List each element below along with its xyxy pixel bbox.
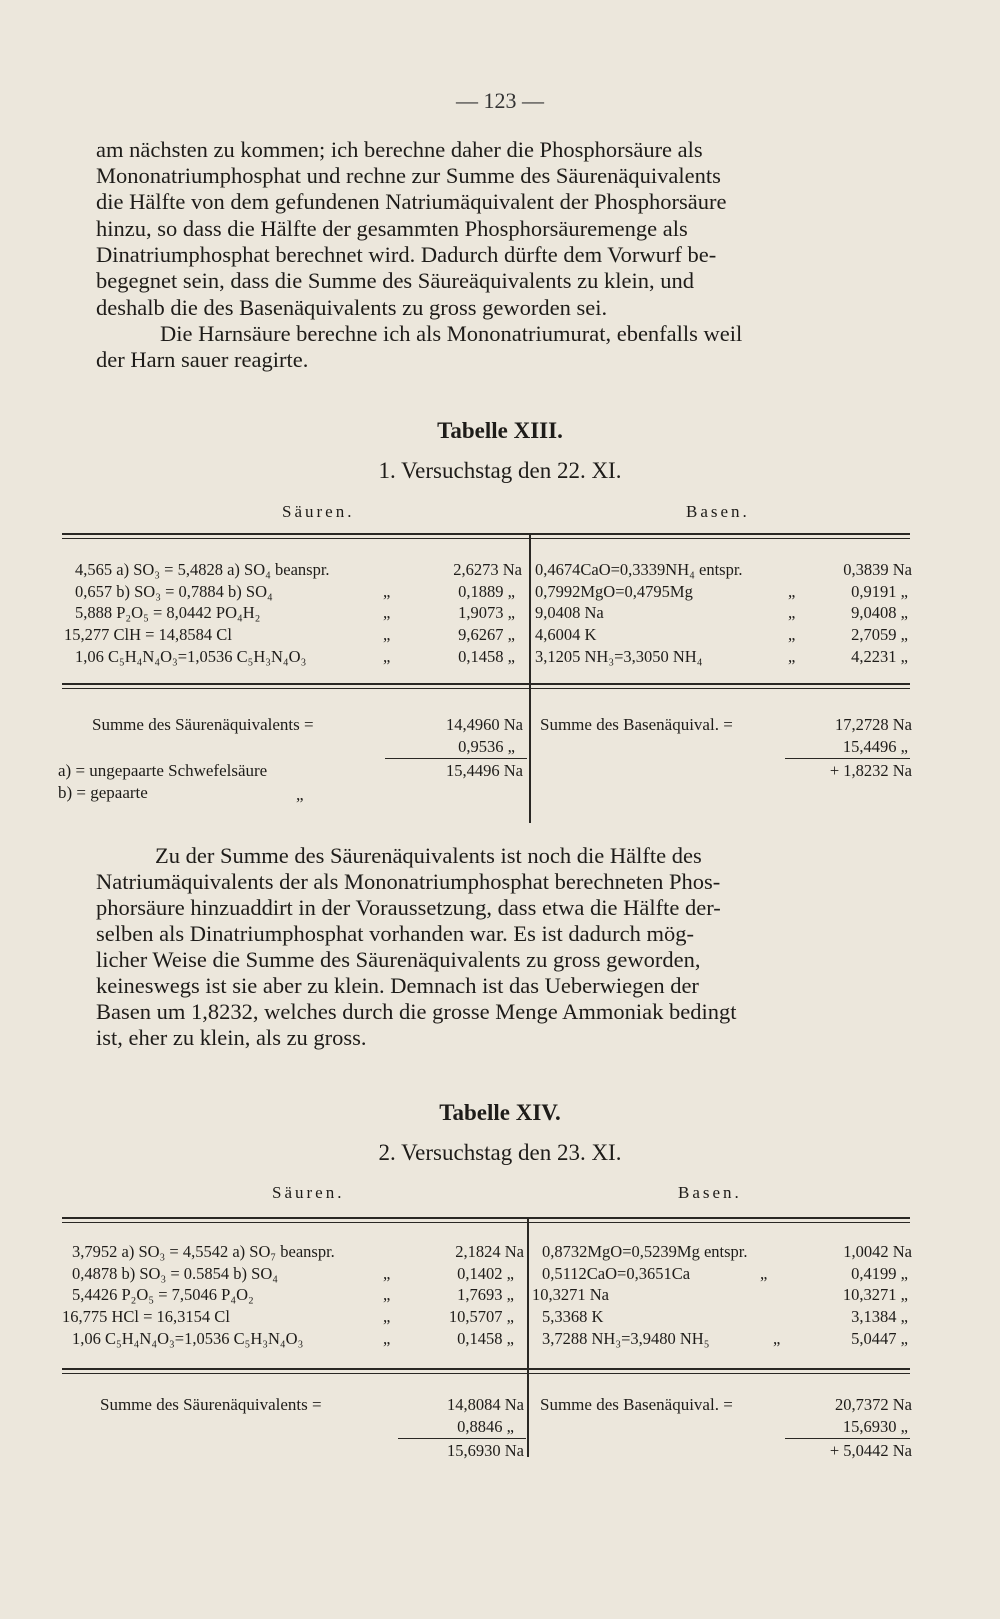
base-formula: 3,7288 NH₃=3,9480 NH₅ xyxy=(542,1329,710,1348)
rule xyxy=(62,683,910,685)
sum-rule xyxy=(398,1438,526,1439)
acids-header: Säuren. xyxy=(282,502,355,521)
base-formula: 0,7992MgO=0,4795Mg xyxy=(535,582,693,601)
base-formula: 0,5112CaO=0,3651Ca xyxy=(542,1264,691,1283)
acid-sum-label: Summe des Säurenäquivalents = xyxy=(92,715,314,734)
base-value: 2,7059 „ xyxy=(851,625,908,644)
acid-value: 0,1889 „ xyxy=(458,582,515,601)
ditto-mark: „ xyxy=(383,1285,391,1304)
acid-value: 2,6273 Na xyxy=(453,560,522,579)
base-value: 3,1384 „ xyxy=(851,1307,908,1326)
ditto-mark: „ xyxy=(383,625,391,644)
page-number: — 123 — xyxy=(456,88,544,113)
text-line: ist, eher zu klein, als zu gross. xyxy=(96,1025,367,1050)
ditto-mark: „ xyxy=(383,603,391,622)
acid-formula: 0,4878 b) SO₃ = 0.5854 b) SO₄ xyxy=(72,1264,278,1283)
rule xyxy=(62,533,910,535)
text-line: licher Weise die Summe des Säurenäquivalents zu gross geworden, xyxy=(96,947,701,972)
text-line: Basen um 1,8232, welches durch die grosse Menge Ammoniak bedingt xyxy=(96,999,737,1024)
acid-formula: 5,4426 P₂O₅ = 7,5046 P₄O₂ xyxy=(72,1285,254,1304)
text-line: hinzu, so dass die Hälfte der gesammten Phosphorsäuremenge als xyxy=(96,216,688,241)
text-line: deshalb die des Basenäquivalents zu gross geworden sei. xyxy=(96,295,608,320)
ditto-mark: „ xyxy=(383,1329,391,1348)
ditto-mark: „ xyxy=(383,647,391,666)
rule xyxy=(62,1373,910,1374)
base-formula: 0,8732MgO=0,5239Mg entspr. xyxy=(542,1242,748,1261)
base-formula: 4,6004 K xyxy=(535,625,597,644)
acid-value: 0,1458 „ xyxy=(458,647,515,666)
base-formula: 0,4674CaO=0,3339NH₄ entspr. xyxy=(535,560,743,579)
ditto-mark: „ xyxy=(788,647,796,666)
base-sum-value: 20,7372 Na xyxy=(835,1395,912,1414)
base-value: 5,0447 „ xyxy=(851,1329,908,1348)
text-line: Natriumäquivalents der als Mononatriumphosphat berechneten Phos- xyxy=(96,869,721,894)
base-formula: 10,3271 Na xyxy=(532,1285,609,1304)
bases-header: Basen. xyxy=(678,1183,742,1202)
base-difference: + 1,8232 Na xyxy=(829,761,912,780)
text-line: selben als Dinatriumphosphat vorhanden war. Es ist dadurch mög- xyxy=(96,921,694,946)
ditto-mark: „ xyxy=(383,582,391,601)
base-sum-label: Summe des Basenäquival. = xyxy=(540,715,733,734)
acid-formula: 3,7952 a) SO₃ = 4,5542 a) SO₇ beanspr. xyxy=(72,1242,335,1261)
text-line: die Hälfte von dem gefundenen Natriumäquivalent der Phosphorsäure xyxy=(96,189,727,214)
table-subtitle: 2. Versuchstag den 23. XI. xyxy=(378,1140,622,1165)
acid-value: 0,1402 „ xyxy=(457,1264,514,1283)
footnote-b: b) = gepaarte xyxy=(58,783,148,802)
sum-rule xyxy=(385,758,527,759)
acid-sum-value: 14,8084 Na xyxy=(447,1395,524,1414)
acid-value: 1,9073 „ xyxy=(458,603,515,622)
acids-header: Säuren. xyxy=(272,1183,345,1202)
column-divider xyxy=(529,533,531,823)
text-line: am nächsten zu kommen; ich berechne daher die Phosphorsäure als xyxy=(96,137,703,162)
base-sub-value: 15,6930 „ xyxy=(842,1417,908,1436)
base-formula: 9,0408 Na xyxy=(535,603,604,622)
text-line: der Harn sauer reagirte. xyxy=(96,347,309,372)
acid-value: 10,5707 „ xyxy=(448,1307,514,1326)
acid-formula: 1,06 C₅H₄N₄O₃=1,0536 C₅H₃N₄O₃ xyxy=(72,1329,304,1348)
table-title: Tabelle XIII. xyxy=(437,418,563,443)
acid-value: 2,1824 Na xyxy=(455,1242,524,1261)
base-value: 0,9191 „ xyxy=(851,582,908,601)
acid-total: 15,4496 Na xyxy=(446,761,523,780)
sum-rule xyxy=(785,1438,910,1439)
footnote-a: a) = ungepaarte Schwefelsäure xyxy=(58,761,268,780)
rule xyxy=(62,1368,910,1370)
base-value: 0,3839 Na xyxy=(843,560,912,579)
text-line: Dinatriumphosphat berechnet wird. Dadurch dürfte dem Vorwurf be- xyxy=(96,242,717,267)
base-difference: + 5,0442 Na xyxy=(829,1441,912,1460)
rule xyxy=(62,538,910,539)
text-line: keineswegs ist sie aber zu klein. Demnach ist das Ueberwiegen der xyxy=(96,973,699,998)
base-sub-value: 15,4496 „ xyxy=(842,737,908,756)
base-formula: 5,3368 K xyxy=(542,1307,604,1326)
base-value: 9,0408 „ xyxy=(851,603,908,622)
base-formula: 3,1205 NH₃=3,3050 NH₄ xyxy=(535,647,703,666)
ditto-mark: „ xyxy=(788,625,796,644)
base-value: 1,0042 Na xyxy=(843,1242,912,1261)
bases-header: Basen. xyxy=(686,502,750,521)
acid-sum-value: 14,4960 Na xyxy=(446,715,523,734)
acid-formula: 4,565 a) SO₃ = 5,4828 a) SO₄ beanspr. xyxy=(75,560,330,579)
acid-formula: 15,277 ClH = 14,8584 Cl xyxy=(64,625,232,644)
text-line: Mononatriumphosphat und rechne zur Summe des Säurenäquivalents xyxy=(96,163,721,188)
table-title: Tabelle XIV. xyxy=(439,1100,561,1125)
acid-total: 15,6930 Na xyxy=(447,1441,524,1460)
text-line: begegnet sein, dass die Summe des Säureäquivalents zu klein, und xyxy=(96,268,694,293)
base-value: 0,4199 „ xyxy=(851,1264,908,1283)
rule xyxy=(62,1222,910,1223)
ditto-mark: „ xyxy=(383,1264,391,1283)
acid-sum-label: Summe des Säurenäquivalents = xyxy=(100,1395,322,1414)
ditto-mark: „ xyxy=(296,785,304,804)
acid-formula: 1,06 C₅H₄N₄O₃=1,0536 C₅H₃N₄O₃ xyxy=(75,647,307,666)
acid-formula: 0,657 b) SO₃ = 0,7884 b) SO₄ xyxy=(75,582,273,601)
base-sum-value: 17,2728 Na xyxy=(835,715,912,734)
ditto-mark: „ xyxy=(760,1264,768,1283)
table-subtitle: 1. Versuchstag den 22. XI. xyxy=(378,458,622,483)
acid-formula: 5,888 P₂O₅ = 8,0442 PO₄H₂ xyxy=(75,603,261,622)
base-sum-label: Summe des Basenäquival. = xyxy=(540,1395,733,1414)
ditto-mark: „ xyxy=(773,1329,781,1348)
rule xyxy=(62,1217,910,1219)
base-value: 10,3271 „ xyxy=(842,1285,908,1304)
column-divider xyxy=(527,1217,529,1457)
text-line: Zu der Summe des Säurenäquivalents ist noch die Hälfte des xyxy=(155,843,702,868)
ditto-mark: „ xyxy=(788,582,796,601)
ditto-mark: „ xyxy=(383,1307,391,1326)
base-value: 4,2231 „ xyxy=(851,647,908,666)
acid-value: 0,1458 „ xyxy=(457,1329,514,1348)
acid-value: 9,6267 „ xyxy=(458,625,515,644)
acid-formula: 16,775 HCl = 16,3154 Cl xyxy=(62,1307,230,1326)
text-line: Die Harnsäure berechne ich als Mononatriumurat, ebenfalls weil xyxy=(160,321,743,346)
acid-add-value: 0,8846 „ xyxy=(457,1417,514,1436)
acid-add-value: 0,9536 „ xyxy=(458,737,515,756)
sum-rule xyxy=(785,758,910,759)
acid-value: 1,7693 „ xyxy=(457,1285,514,1304)
text-line: phorsäure hinzuaddirt in der Voraussetzung, dass etwa die Hälfte der- xyxy=(96,895,721,920)
rule xyxy=(62,688,910,689)
ditto-mark: „ xyxy=(788,603,796,622)
